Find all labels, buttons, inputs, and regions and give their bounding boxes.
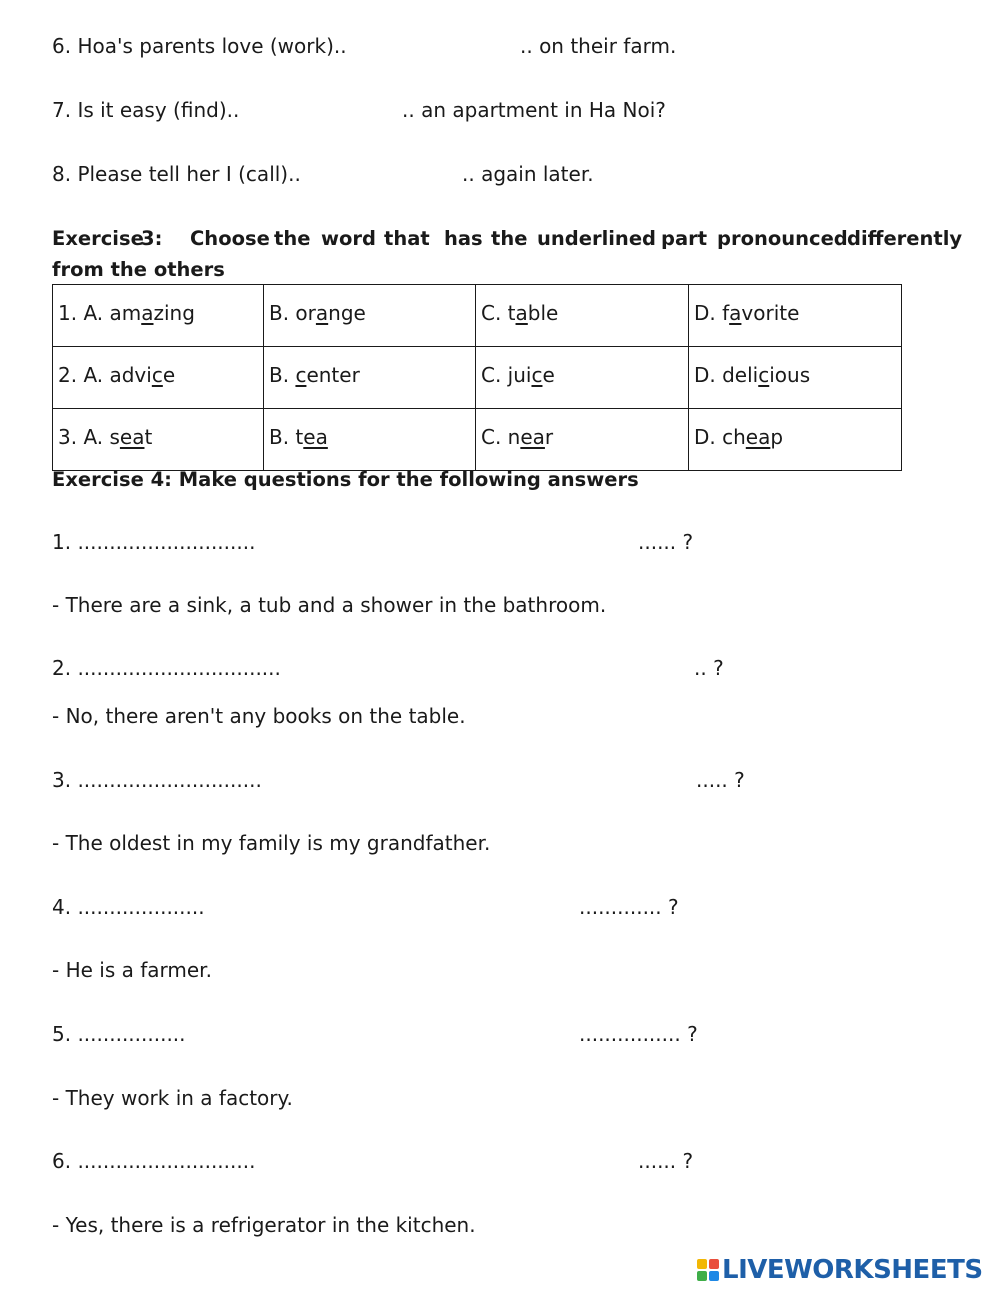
underlined-part: ea bbox=[119, 424, 145, 449]
heading-word: the bbox=[491, 227, 528, 250]
question-blank-right: .. ? bbox=[694, 656, 724, 680]
question-blank-right: ..... ? bbox=[696, 768, 745, 792]
underlined-part: ea bbox=[745, 424, 771, 449]
option-text: C. jui bbox=[481, 362, 532, 387]
option-text: 2. A. advi bbox=[58, 362, 152, 387]
underlined-part: a bbox=[729, 300, 742, 325]
answer-line-6: - Yes, there is a refrigerator in the kitchen. bbox=[52, 1213, 476, 1237]
question-line-4 bbox=[52, 894, 679, 920]
question-blank-left: 5. ................. bbox=[52, 1022, 186, 1046]
underlined-part: a bbox=[141, 300, 154, 325]
underlined-part: c bbox=[151, 362, 163, 387]
question-blank-left: 3. ............................. bbox=[52, 768, 262, 792]
question-line-2 bbox=[52, 655, 724, 681]
item-6-left: 6. Hoa's parents love (work).. bbox=[52, 34, 347, 58]
exercise4-heading: Exercise 4: Make questions for the following answers bbox=[52, 468, 639, 491]
heading-word: Exercise bbox=[52, 227, 144, 250]
option-cell bbox=[264, 409, 476, 471]
option-text: C. t bbox=[481, 300, 516, 325]
option-text: zing bbox=[153, 300, 195, 325]
heading-word: that bbox=[384, 227, 430, 250]
exercise3-heading-line2: from the others bbox=[52, 258, 225, 281]
item-8-left: 8. Please tell her I (call).. bbox=[52, 162, 301, 186]
table-row bbox=[53, 409, 902, 471]
question-line-1 bbox=[52, 529, 694, 555]
option-text: D. deli bbox=[694, 362, 759, 387]
logo-square bbox=[709, 1271, 719, 1281]
table-row bbox=[53, 285, 902, 347]
option-text: enter bbox=[306, 362, 360, 387]
item-6-right: .. on their farm. bbox=[520, 34, 677, 58]
underlined-part: c bbox=[758, 362, 770, 387]
logo-mark-icon bbox=[697, 1259, 719, 1281]
answer-line-2: - No, there aren't any books on the table. bbox=[52, 704, 466, 728]
option-cell bbox=[689, 409, 902, 471]
option-cell bbox=[476, 409, 689, 471]
option-text: 1. A. am bbox=[58, 300, 142, 325]
question-line-3 bbox=[52, 767, 745, 793]
logo-text: LIVEWORKSHEETS bbox=[722, 1255, 983, 1285]
question-blank-left: 1. ............................ bbox=[52, 530, 256, 554]
pronunciation-table bbox=[52, 284, 902, 471]
question-blank-right: ............. ? bbox=[579, 895, 679, 919]
option-cell bbox=[53, 409, 264, 471]
heading-word: part bbox=[661, 227, 708, 250]
logo-square bbox=[709, 1259, 719, 1269]
question-blank-right: ...... ? bbox=[638, 530, 694, 554]
option-text: D. f bbox=[694, 300, 730, 325]
option-text: e bbox=[542, 362, 555, 387]
option-text: ious bbox=[769, 362, 811, 387]
heading-word: underlined bbox=[537, 227, 656, 250]
option-text: B. or bbox=[269, 300, 316, 325]
option-text: 3. A. s bbox=[58, 424, 120, 449]
question-blank-right: ...... ? bbox=[638, 1149, 694, 1173]
logo-square bbox=[697, 1259, 707, 1269]
underlined-part: c bbox=[295, 362, 307, 387]
option-text: B. t bbox=[269, 424, 304, 449]
exercise3-heading bbox=[52, 223, 968, 254]
heading-word: Choose bbox=[190, 227, 270, 250]
heading-word: 3: bbox=[141, 227, 163, 250]
underlined-part: a bbox=[515, 300, 528, 325]
option-cell bbox=[53, 347, 264, 409]
option-cell bbox=[264, 285, 476, 347]
option-text: e bbox=[162, 362, 176, 387]
underlined-part: ea bbox=[303, 424, 328, 449]
underlined-part: c bbox=[531, 362, 543, 387]
underlined-part: ea bbox=[520, 424, 545, 449]
option-cell bbox=[689, 285, 902, 347]
option-text: ble bbox=[527, 300, 559, 325]
logo-square bbox=[697, 1271, 707, 1281]
question-blank-left: 2. ................................ bbox=[52, 656, 281, 680]
option-text: t bbox=[144, 424, 153, 449]
answer-line-5: - They work in a factory. bbox=[52, 1086, 293, 1110]
liveworksheets-logo bbox=[697, 1252, 983, 1288]
answer-line-3: - The oldest in my family is my grandfather. bbox=[52, 831, 491, 855]
option-text: nge bbox=[328, 300, 366, 325]
option-cell bbox=[689, 347, 902, 409]
heading-word: differently bbox=[847, 227, 963, 250]
option-text: B. bbox=[269, 362, 296, 387]
item-7-right: .. an apartment in Ha Noi? bbox=[402, 98, 666, 122]
item-7-left: 7. Is it easy (find).. bbox=[52, 98, 240, 122]
question-blank-left: 6. ............................ bbox=[52, 1149, 256, 1173]
option-cell bbox=[53, 285, 264, 347]
exercise2-item-6 bbox=[52, 33, 677, 59]
answer-line-4: - He is a farmer. bbox=[52, 958, 212, 982]
question-blank-right: ................ ? bbox=[579, 1022, 698, 1046]
question-blank-left: 4. .................... bbox=[52, 895, 205, 919]
heading-word: pronounced bbox=[717, 227, 848, 250]
question-line-5 bbox=[52, 1021, 698, 1047]
heading-word: word bbox=[321, 227, 376, 250]
option-cell bbox=[476, 347, 689, 409]
option-text: vorite bbox=[741, 300, 800, 325]
underlined-part: a bbox=[315, 300, 329, 325]
option-text: p bbox=[770, 424, 784, 449]
table-row bbox=[53, 347, 902, 409]
option-cell bbox=[476, 285, 689, 347]
option-text: C. n bbox=[481, 424, 521, 449]
heading-word: has bbox=[444, 227, 483, 250]
option-cell bbox=[264, 347, 476, 409]
exercise2-item-7 bbox=[52, 97, 666, 123]
question-line-6 bbox=[52, 1148, 694, 1174]
heading-word: the bbox=[274, 227, 311, 250]
answer-line-1: - There are a sink, a tub and a shower in the bathroom. bbox=[52, 593, 607, 617]
exercise2-item-8 bbox=[52, 161, 594, 187]
option-text: D. ch bbox=[694, 424, 746, 449]
option-text: r bbox=[544, 424, 554, 449]
item-8-right: .. again later. bbox=[462, 162, 594, 186]
